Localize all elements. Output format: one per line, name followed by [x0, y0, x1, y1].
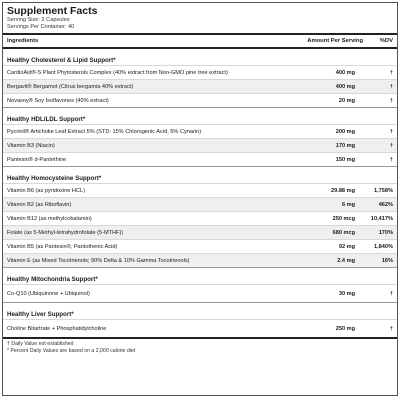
ingredient-amount: 30 mg — [338, 290, 355, 297]
ingredient-dv: † — [389, 83, 393, 90]
ingredient-dv: † — [389, 69, 393, 76]
ingredient-amount: 2.4 mg — [337, 257, 355, 264]
table-header — [3, 33, 397, 49]
ingredient-amount: 29.88 mg — [331, 187, 355, 194]
ingredient-amount: 400 mg — [335, 83, 355, 90]
section-liver — [3, 309, 397, 339]
ingredient-name: Vitamin B2 (as Riboflavin) — [7, 201, 72, 208]
ingredient-amount: 250 mg — [335, 325, 355, 332]
ingredient-dv: 170% — [378, 229, 393, 236]
table-row — [3, 239, 397, 253]
section-cholesterol — [3, 55, 397, 108]
ingredient-name: Choline Bitartrate + Phosphatidylcholine — [7, 325, 107, 332]
section-title: Healthy Cholesterol & Lipid Support* — [7, 57, 116, 65]
table-row — [3, 197, 397, 211]
footnotes — [3, 339, 397, 355]
ingredient-dv: 10,417% — [370, 215, 393, 222]
footnote-dagger: † Daily Value not established — [7, 341, 74, 348]
ingredient-dv: † — [389, 97, 393, 104]
ingredient-name: Vitamin B6 (as pyridoxine HCL) — [7, 187, 85, 194]
ingredient-dv: † — [389, 325, 393, 332]
ingredient-amount: 6 mg — [341, 201, 355, 208]
ingredient-name: Vitamin E (as Mixed Tocotrienols; 90% Delta & 10% Gamma Tocotrienols) — [7, 257, 190, 264]
ingredient-dv: 16% — [381, 257, 393, 264]
amount-header: Amount Per Serving — [307, 38, 363, 45]
table-row — [3, 124, 397, 138]
section-homocysteine — [3, 173, 397, 268]
ingredient-name: Novasoy® Soy Isoflavones (40% extract) — [7, 97, 109, 104]
table-row — [3, 65, 397, 79]
table-row — [3, 138, 397, 152]
ingredient-name: CardioAid®-S Plant Phytosterols Complex (40% extract from Non-GMO pine tree extract) — [7, 69, 228, 76]
ingredient-name: Vitamin B3 (Niacin) — [7, 142, 55, 149]
table-row — [3, 183, 397, 197]
table-row — [3, 79, 397, 93]
ingredient-name: Bergavit® Bergamot (Citrus bergamia 40% extract) — [7, 83, 134, 90]
ingredient-name: Pantesin® d-Pantethine — [7, 156, 67, 163]
ingredient-name: Co-Q10 (Ubiquinone + Ubiquinol) — [7, 290, 90, 297]
ingredient-dv: † — [389, 142, 393, 149]
dv-header: %DV — [379, 38, 393, 45]
ingredient-dv: 1,840% — [374, 243, 393, 250]
table-row — [3, 284, 397, 302]
ingredient-name: Vitamin B5 (as Pantesin®, Pantothenic Acid) — [7, 243, 118, 250]
servings-per-container: Servings Per Container: 40 — [7, 23, 75, 30]
ingredient-dv: 1,758% — [374, 187, 393, 194]
ingredient-dv: † — [389, 290, 393, 297]
table-row — [3, 319, 397, 337]
ingredient-amount: 400 mg — [335, 69, 355, 76]
section-title: Healthy Liver Support* — [7, 311, 74, 319]
ingredient-dv: 462% — [378, 201, 393, 208]
ingredient-amount: 250 mcg — [332, 215, 355, 222]
ingredient-name: Pycrinil® Artichoke Leaf Extract 5% (STD: 15% Chlorogenic Acid, 5% Cynarin) — [7, 128, 202, 135]
ingredient-name: Folate (as 5-Methyl-tetrahydrofolate (5-MTHF)) — [7, 229, 124, 236]
ingredients-header: Ingredients — [7, 38, 39, 45]
ingredient-amount: 92 mg — [338, 243, 355, 250]
ingredient-amount: 170 mg — [335, 142, 355, 149]
section-title: Healthy Homocysteine Support* — [7, 175, 102, 183]
supplement-facts-panel — [2, 2, 398, 396]
serving-size: Serving Size: 2 Capsules — [7, 17, 70, 23]
table-row — [3, 225, 397, 239]
panel-title: Supplement Facts — [7, 5, 98, 17]
table-row — [3, 152, 397, 166]
ingredient-amount: 680 mcg — [332, 229, 355, 236]
section-title: Healthy Mitochondria Support* — [7, 276, 98, 284]
ingredient-amount: 200 mg — [335, 128, 355, 135]
section-hdl-ldl — [3, 114, 397, 167]
table-row — [3, 93, 397, 107]
table-row — [3, 253, 397, 267]
ingredient-dv: † — [389, 156, 393, 163]
section-title: Healthy HDL/LDL Support* — [7, 116, 86, 124]
ingredient-dv: † — [389, 128, 393, 135]
section-mitochondria — [3, 274, 397, 303]
table-row — [3, 211, 397, 225]
ingredient-name: Vitamin B12 (as methylcobalamin) — [7, 215, 92, 222]
ingredient-amount: 150 mg — [335, 156, 355, 163]
footnote-daily-value: * Percent Daily Values are based on a 2,000 calorie diet — [7, 348, 136, 355]
ingredient-amount: 20 mg — [338, 97, 355, 104]
